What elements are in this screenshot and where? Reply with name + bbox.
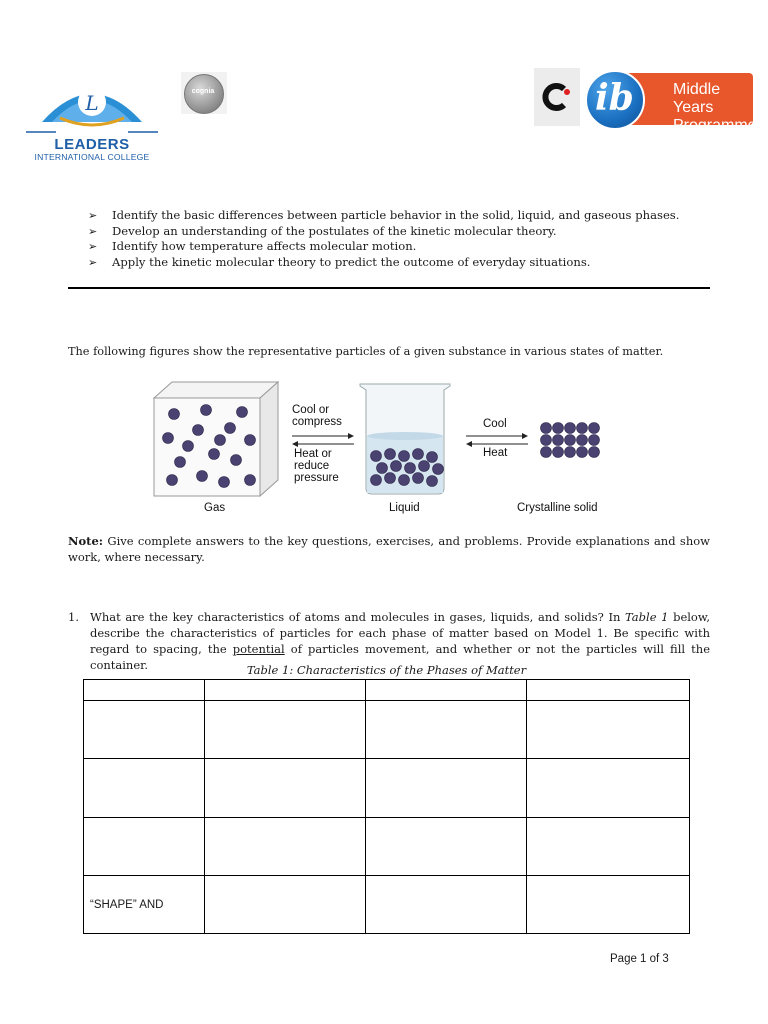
- particle-icon: [541, 423, 552, 434]
- table-cell: [204, 876, 365, 934]
- particle-icon: [565, 423, 576, 434]
- particle-icon: [553, 423, 564, 434]
- particle-icon: [413, 473, 424, 484]
- particle-icon: [577, 435, 588, 446]
- particle-icon: [419, 461, 430, 472]
- particle-icon: [589, 435, 600, 446]
- ib-letters: ib: [595, 77, 634, 119]
- table-cell: [204, 701, 365, 759]
- label-cool: Cool: [483, 418, 507, 430]
- table-cell: [365, 701, 527, 759]
- question-number: 1.: [68, 610, 79, 624]
- particle-icon: [175, 457, 186, 468]
- particle-icon: [405, 463, 416, 474]
- particle-icon: [427, 452, 438, 463]
- cognia-badge: [181, 72, 227, 114]
- cognia-label: cognia: [191, 88, 215, 95]
- objective-item: ➢ Apply the kinetic molecular theory to predict the outcome of everyday situations.: [88, 254, 591, 269]
- table-cell: [365, 876, 527, 934]
- table-cell: [204, 759, 365, 818]
- label-heat: Heat: [483, 447, 508, 459]
- particle-icon: [427, 476, 438, 487]
- particle-icon: [589, 423, 600, 434]
- label-cool-compress: Cool or compress: [292, 404, 342, 428]
- objective-item: ➢ Develop an understanding of the postulates of the kinetic molecular theory.: [88, 223, 557, 238]
- table-row-label-shape: “SHAPE” AND: [84, 876, 205, 934]
- particle-icon: [219, 477, 230, 488]
- arrow-cool-icon: [466, 433, 528, 439]
- program-line-2: Programme: [673, 117, 757, 134]
- particle-icon: [245, 475, 256, 486]
- particle-icon: [399, 451, 410, 462]
- section-divider: [68, 287, 710, 289]
- label-heat-reduce-pressure: Heat or reduce pressure: [294, 448, 339, 484]
- note-paragraph: [68, 533, 710, 565]
- arrow-cool-compress-icon: [292, 433, 354, 439]
- particle-icon: [433, 464, 444, 475]
- particle-icon: [371, 475, 382, 486]
- label-gas: Gas: [204, 502, 226, 514]
- intro-text: The following figures show the representative particles of a given substance in various states of matter.: [68, 345, 664, 358]
- particle-icon: [209, 449, 220, 460]
- note-text: Give complete answers to the key questions, exercises, and problems. Provide explanations and show work, where necessary.: [68, 534, 710, 564]
- question-text: What are the key characteristics of atoms and molecules in gases, liquids, and solids? In Table 1 below, describe the characteristics of particles for each phase of matter based on Model 1. Be specific with regard to spacing, the potential of particles movement, and whether or not the particles will fill the container.: [90, 610, 710, 672]
- particle-icon: [231, 455, 242, 466]
- particle-icon: [413, 449, 424, 460]
- table-cell: [365, 818, 527, 876]
- particle-icon: [553, 447, 564, 458]
- table-cell: [527, 701, 690, 759]
- table-header-row: [84, 680, 690, 701]
- c-mark-icon: [534, 68, 580, 126]
- particle-icon: [565, 435, 576, 446]
- particle-icon: [541, 435, 552, 446]
- table-cell: [527, 680, 690, 701]
- c-logo: [534, 68, 580, 126]
- particle-icon: [183, 441, 194, 452]
- table-cell: [84, 818, 205, 876]
- liquid-particles: [371, 449, 444, 487]
- particle-icon: [391, 461, 402, 472]
- particle-icon: [577, 447, 588, 458]
- arrowhead-bullet-icon: ➢: [88, 224, 98, 238]
- svg-text:L: L: [85, 91, 99, 115]
- table-row: [84, 759, 690, 818]
- table-cell: [204, 680, 365, 701]
- arrowhead-bullet-icon: ➢: [88, 255, 98, 269]
- school-name: LEADERS: [54, 136, 130, 153]
- table-row: [84, 876, 690, 934]
- particle-icon: [553, 435, 564, 446]
- objective-item: ➢ Identify how temperature affects molecular motion.: [88, 239, 417, 254]
- table-row: [84, 818, 690, 876]
- particle-icon: [385, 449, 396, 460]
- school-subtitle: INTERNATIONAL COLLEGE: [34, 152, 150, 162]
- particle-icon: [589, 447, 600, 458]
- page-number: Page 1 of 3: [610, 953, 669, 965]
- ib-myp-logo: [585, 70, 757, 134]
- leaders-college-logo: [22, 74, 162, 164]
- table-cell: [365, 759, 527, 818]
- label-crystalline-solid: Crystalline solid: [517, 502, 598, 514]
- particle-icon: [215, 435, 226, 446]
- leaders-emblem-icon: [22, 74, 162, 136]
- particle-icon: [577, 423, 588, 434]
- states-diagram: [150, 380, 610, 500]
- particle-icon: [565, 447, 576, 458]
- particle-icon: [167, 475, 178, 486]
- arrowhead-bullet-icon: ➢: [88, 209, 98, 222]
- particle-icon: [197, 471, 208, 482]
- table-cell: [84, 680, 205, 701]
- arrowhead-bullet-icon: ➢: [88, 240, 98, 254]
- ib-circle-icon: [585, 70, 645, 130]
- label-liquid: Liquid: [389, 502, 420, 514]
- table-cell: [84, 701, 205, 759]
- particle-icon: [385, 473, 396, 484]
- phases-table: [83, 679, 690, 934]
- particle-icon: [377, 463, 388, 474]
- table-cell: [527, 759, 690, 818]
- particle-icon: [245, 435, 256, 446]
- table-cell: [84, 759, 205, 818]
- program-line-1: Middle Years: [673, 81, 721, 116]
- particle-icon: [225, 423, 236, 434]
- states-of-matter-figure: [150, 380, 610, 520]
- particle-icon: [163, 433, 174, 444]
- table-cell: [527, 818, 690, 876]
- particle-icon: [371, 451, 382, 462]
- objectives-list: [88, 208, 679, 270]
- note-label: Note:: [68, 534, 104, 548]
- particle-icon: [399, 475, 410, 486]
- table-cell: [365, 680, 527, 701]
- table-caption: Table 1: Characteristics of the Phases of Matter: [246, 663, 527, 677]
- table-cell: [204, 818, 365, 876]
- particle-icon: [541, 447, 552, 458]
- table-row: [84, 701, 690, 759]
- objective-item: ➢ Identify the basic differences between particle behavior in the solid, liquid, and gaseous phases.: [88, 208, 680, 222]
- solid-particles: [541, 423, 600, 458]
- particle-icon: [169, 409, 180, 420]
- particle-icon: [193, 425, 204, 436]
- table-cell: [527, 876, 690, 934]
- arrow-heat-reduce-icon: [292, 441, 354, 447]
- particle-icon: [237, 407, 248, 418]
- particle-icon: [201, 405, 212, 416]
